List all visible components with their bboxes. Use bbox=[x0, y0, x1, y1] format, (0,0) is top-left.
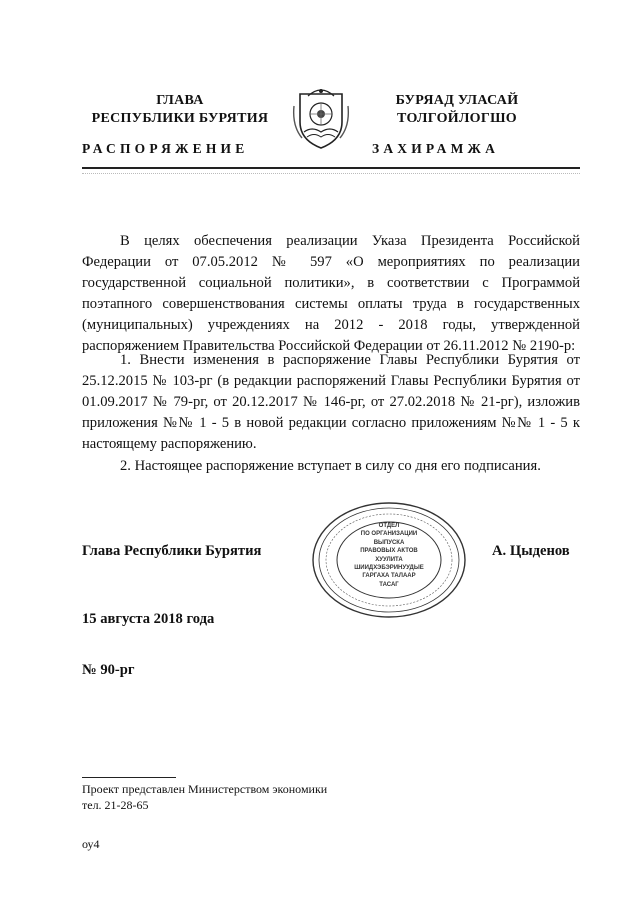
header-dotted-line bbox=[82, 173, 580, 175]
header-right-line1: БУРЯАД УЛАСАЙ bbox=[395, 93, 519, 108]
header-left-title bbox=[82, 92, 278, 128]
document-number: № 90-рг bbox=[82, 662, 135, 678]
doc-type-buryat: ЗАХИРАМЖА bbox=[372, 141, 500, 156]
header-right-title bbox=[372, 92, 542, 128]
item-2-paragraph: 2. Настоящее распоряжение вступает в силу со дня его подписания. bbox=[120, 458, 541, 474]
prepared-by-note: Проект представлен Министерством экономики bbox=[82, 782, 328, 796]
signatory-position: Глава Республики Бурятия bbox=[82, 543, 262, 559]
item-1-paragraph: 1. Внести изменения в распоряжение Главы Республики Бурятия от 25.12.2015 № 103-рг (в редакции распоряжений Главы Республики Бурятия от 01.09.2017 № 79-рг, от 20.12.2017 № 146-рг, от 27.02.2018 № 21-рг), изложив приложения №№ 1 - 5 в новой редакции согласно приложениям №№ 1 - 5 к настоящему распоряжению. bbox=[82, 352, 580, 452]
header-left-line1: ГЛАВА bbox=[156, 93, 204, 108]
header-left-line2: РЕСПУБЛИКИ БУРЯТИЯ bbox=[91, 111, 269, 126]
document-date: 15 августа 2018 года bbox=[82, 611, 215, 627]
footnote-rule bbox=[82, 777, 176, 778]
stamp-line-6: ШИИДХЭБЭРИНУУДЫЕ bbox=[354, 565, 424, 572]
coat-of-arms-emblem bbox=[290, 86, 352, 150]
header-right-line2: ТОЛГОЙЛОГШО bbox=[397, 111, 517, 126]
signatory-name: А. Цыденов bbox=[492, 543, 570, 559]
contact-phone: тел. 21-28-65 bbox=[82, 798, 149, 812]
official-seal-stamp bbox=[309, 500, 469, 620]
preamble-paragraph: В целях обеспечения реализации Указа Президента Российской Федерации от 07.05.2012 № 597 «О мероприятиях по реализации государственной социальной политики», в соответствии с Программой поэтапного совершенствования системы оплаты труда в государственных (муниципальных) учреждениях на 2012 - 2018 годы, утвержденной распоряжением Правительства Российской Федерации от 26.11.2012 № 2190-р: bbox=[82, 233, 580, 354]
stamp-line-7: ГАРГАХА ТАЛААР bbox=[362, 573, 416, 580]
header-rule bbox=[82, 167, 580, 169]
document-code: оу4 bbox=[82, 837, 100, 851]
footer-block bbox=[82, 781, 327, 813]
stamp-line-3: ВЫПУСКА bbox=[373, 539, 405, 546]
stamp-line-1: ОТДЕЛ bbox=[378, 523, 400, 529]
stamp-line-8: ТАСАГ bbox=[379, 581, 399, 588]
doc-type-russian: РАСПОРЯЖЕНИЕ bbox=[82, 141, 249, 156]
stamp-line-4: ПРАВОВЫХ АКТОВ bbox=[360, 548, 418, 555]
stamp-line-5: ХУУЛИТА bbox=[375, 556, 403, 563]
stamp-line-2: ПО ОРГАНИЗАЦИИ bbox=[360, 531, 418, 538]
